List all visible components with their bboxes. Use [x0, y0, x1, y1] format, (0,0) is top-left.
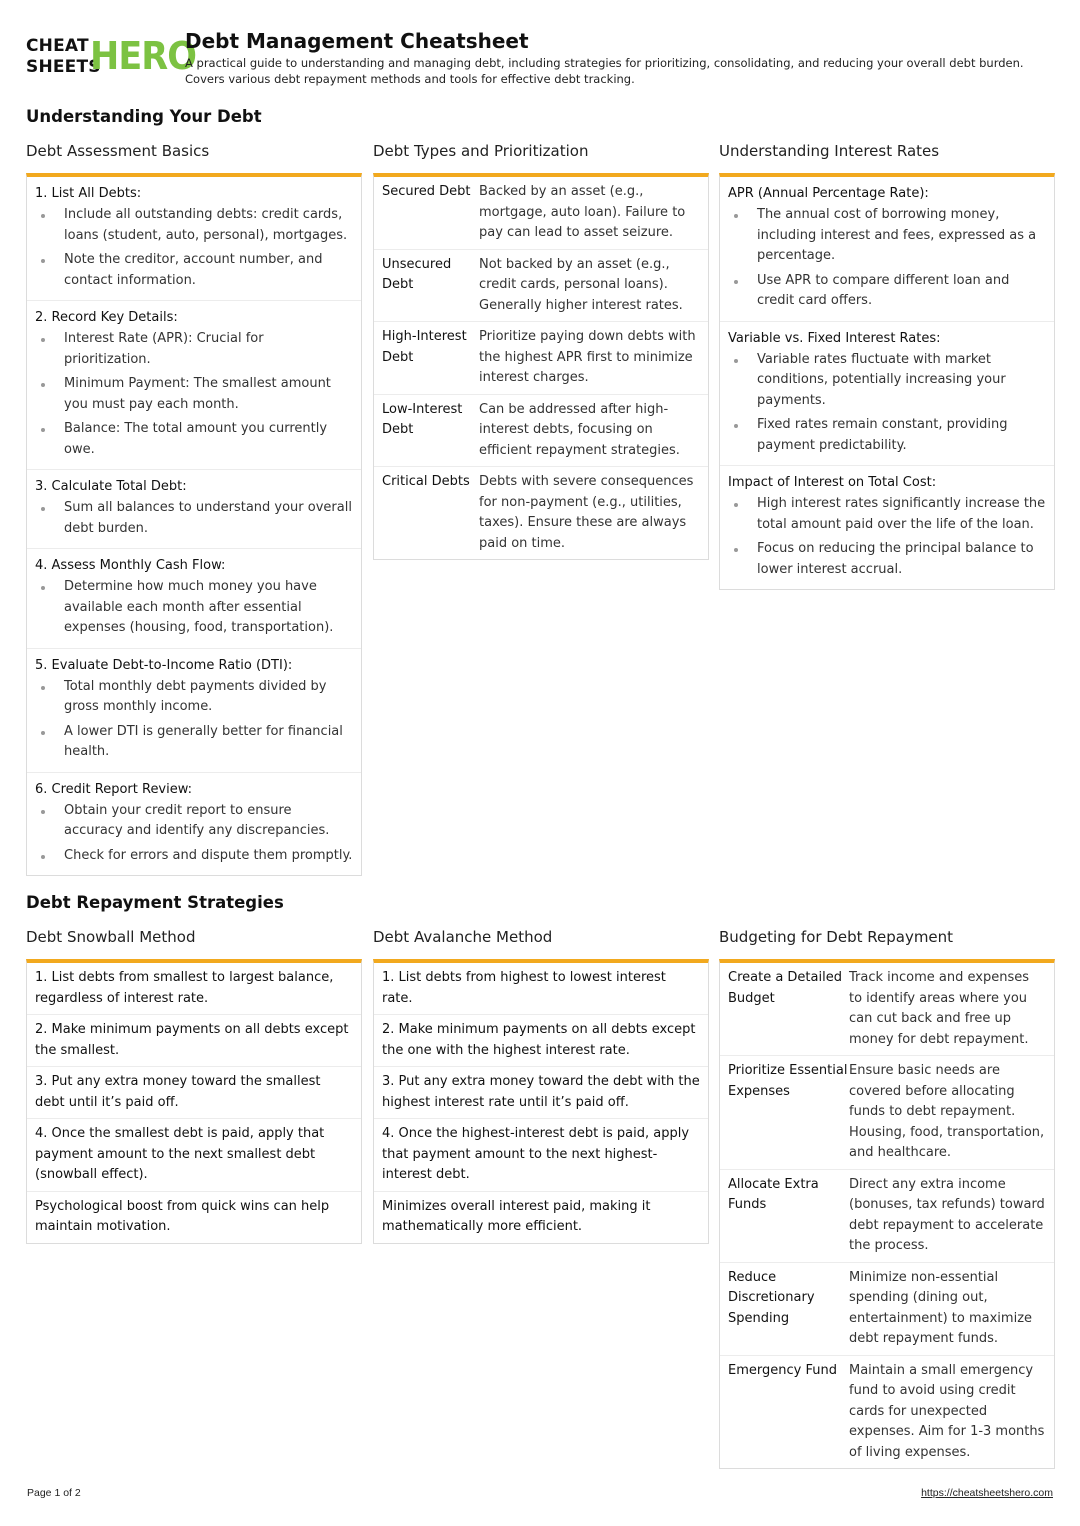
- row-term: Emergency Fund: [728, 1362, 837, 1378]
- item-title: 3. Calculate Total Debt:: [35, 479, 187, 494]
- snowball-card: [26, 959, 362, 1244]
- section-title-understanding: Understanding Your Debt: [26, 107, 262, 126]
- item-title: APR (Annual Percentage Rate):: [728, 186, 929, 201]
- logo-text-cheat: CHEAT: [26, 36, 89, 56]
- bullet-list: [35, 205, 353, 291]
- step-item: 1. List debts from highest to lowest interest rate.: [374, 963, 708, 1015]
- bullet-item: The annual cost of borrowing money, including interest and fees, expressed as a percentage.: [728, 205, 1046, 267]
- row-description: Ensure basic needs are covered before allocating funds to debt repayment. Housing, food, transportation, and healthcare.: [849, 1063, 1045, 1160]
- budgeting-card: [719, 959, 1055, 1469]
- budgeting-column: [719, 927, 1055, 1469]
- column-heading: Budgeting for Debt Repayment: [719, 928, 954, 946]
- bullet-item: Determine how much money you have available each month after essential expenses (housing, food, transportation).: [35, 577, 353, 639]
- snowball-column: [26, 927, 362, 1244]
- bullet-item: Fixed rates remain constant, providing payment predictability.: [728, 415, 1046, 456]
- item-title: 5. Evaluate Debt-to-Income Ratio (DTI):: [35, 657, 293, 673]
- section-title-repayment: Debt Repayment Strategies: [26, 893, 284, 912]
- bullet-list: [728, 205, 1046, 312]
- row-description: Maintain a small emergency fund to avoid using credit cards for unexpected expenses. Aim for 1-3 months of living expenses.: [849, 1362, 1045, 1460]
- table-row: [720, 1056, 1054, 1170]
- debt-types-column: [373, 141, 709, 560]
- debt-types-card: [373, 173, 709, 560]
- row-description: Can be addressed after high-interest debts, focusing on efficient repayment strategies.: [479, 401, 680, 458]
- step-item: 1. List debts from smallest to largest balance, regardless of interest rate.: [27, 963, 361, 1015]
- avalanche-column: [373, 927, 709, 1244]
- bullet-item: Variable rates fluctuate with market conditions, potentially increasing your payments.: [728, 350, 1046, 412]
- interest-rates-card: [719, 173, 1055, 590]
- card-item: [27, 649, 361, 773]
- bullet-item: Use APR to compare different loan and credit card offers.: [728, 271, 1046, 312]
- bullet-item: Total monthly debt payments divided by gross monthly income.: [35, 677, 353, 718]
- interest-rates-column: [719, 141, 1055, 590]
- bullet-item: Focus on reducing the principal balance to lower interest accrual.: [728, 539, 1046, 580]
- page-description: A practical guide to understanding and managing debt, including strategies for prioritizing, consolidating, and reducing your overall debt burden. Covers various debt repayment methods and tools for effective debt tracking.: [185, 56, 1024, 86]
- card-item: [27, 177, 361, 301]
- table-row: [374, 250, 708, 323]
- row-term: Critical Debts: [382, 474, 470, 489]
- bullet-list: [35, 498, 353, 539]
- row-description: Debts with severe consequences for non-payment (e.g., utilities, taxes). Ensure these are always paid on time.: [479, 474, 694, 551]
- bullet-item: High interest rates significantly increase the total amount paid over the life of the loan.: [728, 494, 1046, 535]
- row-term: Create a Detailed Budget: [728, 970, 842, 1006]
- table-row: [374, 467, 708, 559]
- debt-assessment-card: [26, 173, 362, 876]
- page-number: Page 1 of 2: [27, 1487, 81, 1499]
- item-title: 6. Credit Report Review:: [35, 781, 193, 797]
- step-item: 3. Put any extra money toward the smallest debt until it’s paid off.: [27, 1067, 361, 1119]
- row-term: Prioritize Essential Expenses: [728, 1063, 848, 1099]
- bullet-list: [35, 577, 353, 639]
- row-term: Allocate Extra Funds: [728, 1176, 819, 1212]
- debt-assessment-column: [26, 141, 362, 876]
- bullet-item: Include all outstanding debts: credit cards, loans (student, auto, personal), mortgages.: [35, 205, 353, 246]
- table-row: [720, 1356, 1054, 1469]
- item-title: Impact of Interest on Total Cost:: [728, 475, 937, 490]
- row-term: Secured Debt: [382, 184, 471, 199]
- column-heading: Understanding Interest Rates: [719, 142, 940, 160]
- row-description: Prioritize paying down debts with the highest APR first to minimize interest charges.: [479, 329, 696, 385]
- column-heading: Debt Types and Prioritization: [373, 142, 589, 160]
- table-row: [720, 1263, 1054, 1356]
- card-item: [27, 549, 361, 649]
- bullet-item: Check for errors and dispute them promptly.: [35, 846, 353, 867]
- column-heading: Debt Snowball Method: [26, 928, 196, 946]
- row-description: Track income and expenses to identify areas where you can cut back and free up money for debt repayment.: [849, 970, 1029, 1047]
- item-title: Variable vs. Fixed Interest Rates:: [728, 330, 941, 346]
- cheatsheets-hero-logo: [26, 34, 197, 80]
- column-heading: Debt Assessment Basics: [26, 142, 210, 160]
- row-description: Minimize non-essential spending (dining out, entertainment) to maximize debt repayment funds.: [849, 1269, 1033, 1346]
- card-item: [720, 177, 1054, 322]
- page-title: Debt Management Cheatsheet: [185, 29, 529, 53]
- row-description: Backed by an asset (e.g., mortgage, auto loan). Failure to pay can lead to asset seizure.: [479, 184, 686, 240]
- bullet-item: Interest Rate (APR): Crucial for prioritization.: [35, 329, 353, 370]
- bullet-list: [728, 350, 1046, 457]
- row-term: Unsecured Debt: [382, 256, 452, 292]
- item-title: 4. Assess Monthly Cash Flow:: [35, 558, 226, 573]
- bullet-list: [35, 801, 353, 867]
- bullet-item: Sum all balances to understand your overall debt burden.: [35, 498, 353, 539]
- logo-text-hero: HERO: [90, 34, 197, 78]
- item-title: 2. Record Key Details:: [35, 310, 178, 325]
- site-link[interactable]: https://cheatsheetshero.com: [921, 1487, 1053, 1499]
- step-item: 2. Make minimum payments on all debts except the smallest.: [27, 1015, 361, 1067]
- bullet-list: [728, 494, 1046, 580]
- card-item: [27, 301, 361, 470]
- card-item: [720, 322, 1054, 467]
- card-item: [27, 470, 361, 549]
- bullet-list: [35, 329, 353, 460]
- row-description: Not backed by an asset (e.g., credit cards, personal loans). Generally higher interest rates.: [479, 256, 683, 313]
- row-term: High-Interest Debt: [382, 329, 467, 365]
- step-item: 4. Once the smallest debt is paid, apply that payment amount to the next smallest debt (snowball effect).: [27, 1119, 361, 1192]
- card-item: [720, 466, 1054, 589]
- row-term: Low-Interest Debt: [382, 401, 463, 437]
- table-row: [720, 963, 1054, 1056]
- avalanche-card: [373, 959, 709, 1244]
- table-row: [374, 322, 708, 395]
- table-row: [720, 1170, 1054, 1263]
- step-item: Minimizes overall interest paid, making it mathematically more efficient.: [382, 1198, 651, 1234]
- table-row: [374, 177, 708, 250]
- row-term: Reduce Discretionary Spending: [728, 1269, 815, 1326]
- column-heading: Debt Avalanche Method: [373, 928, 553, 946]
- step-item: Psychological boost from quick wins can help maintain motivation.: [35, 1198, 330, 1234]
- step-item: 3. Put any extra money toward the debt with the highest interest rate until it’s paid off.: [374, 1067, 708, 1119]
- logo-text-sheets: SHEETS: [26, 57, 101, 77]
- bullet-item: Minimum Payment: The smallest amount you must pay each month.: [35, 374, 353, 415]
- step-item: 2. Make minimum payments on all debts except the one with the highest interest rate.: [374, 1015, 708, 1067]
- bullet-list: [35, 677, 353, 763]
- bullet-item: A lower DTI is generally better for financial health.: [35, 722, 353, 763]
- item-title: 1. List All Debts:: [35, 186, 142, 201]
- table-row: [374, 395, 708, 468]
- card-item: [27, 773, 361, 876]
- step-item: 4. Once the highest-interest debt is paid, apply that payment amount to the next highest-interest debt.: [374, 1119, 708, 1192]
- bullet-item: Note the creditor, account number, and contact information.: [35, 250, 353, 291]
- bullet-item: Balance: The total amount you currently owe.: [35, 419, 353, 460]
- row-description: Direct any extra income (bonuses, tax refunds) toward debt repayment to accelerate the process.: [849, 1176, 1045, 1253]
- bullet-item: Obtain your credit report to ensure accuracy and identify any discrepancies.: [35, 801, 353, 842]
